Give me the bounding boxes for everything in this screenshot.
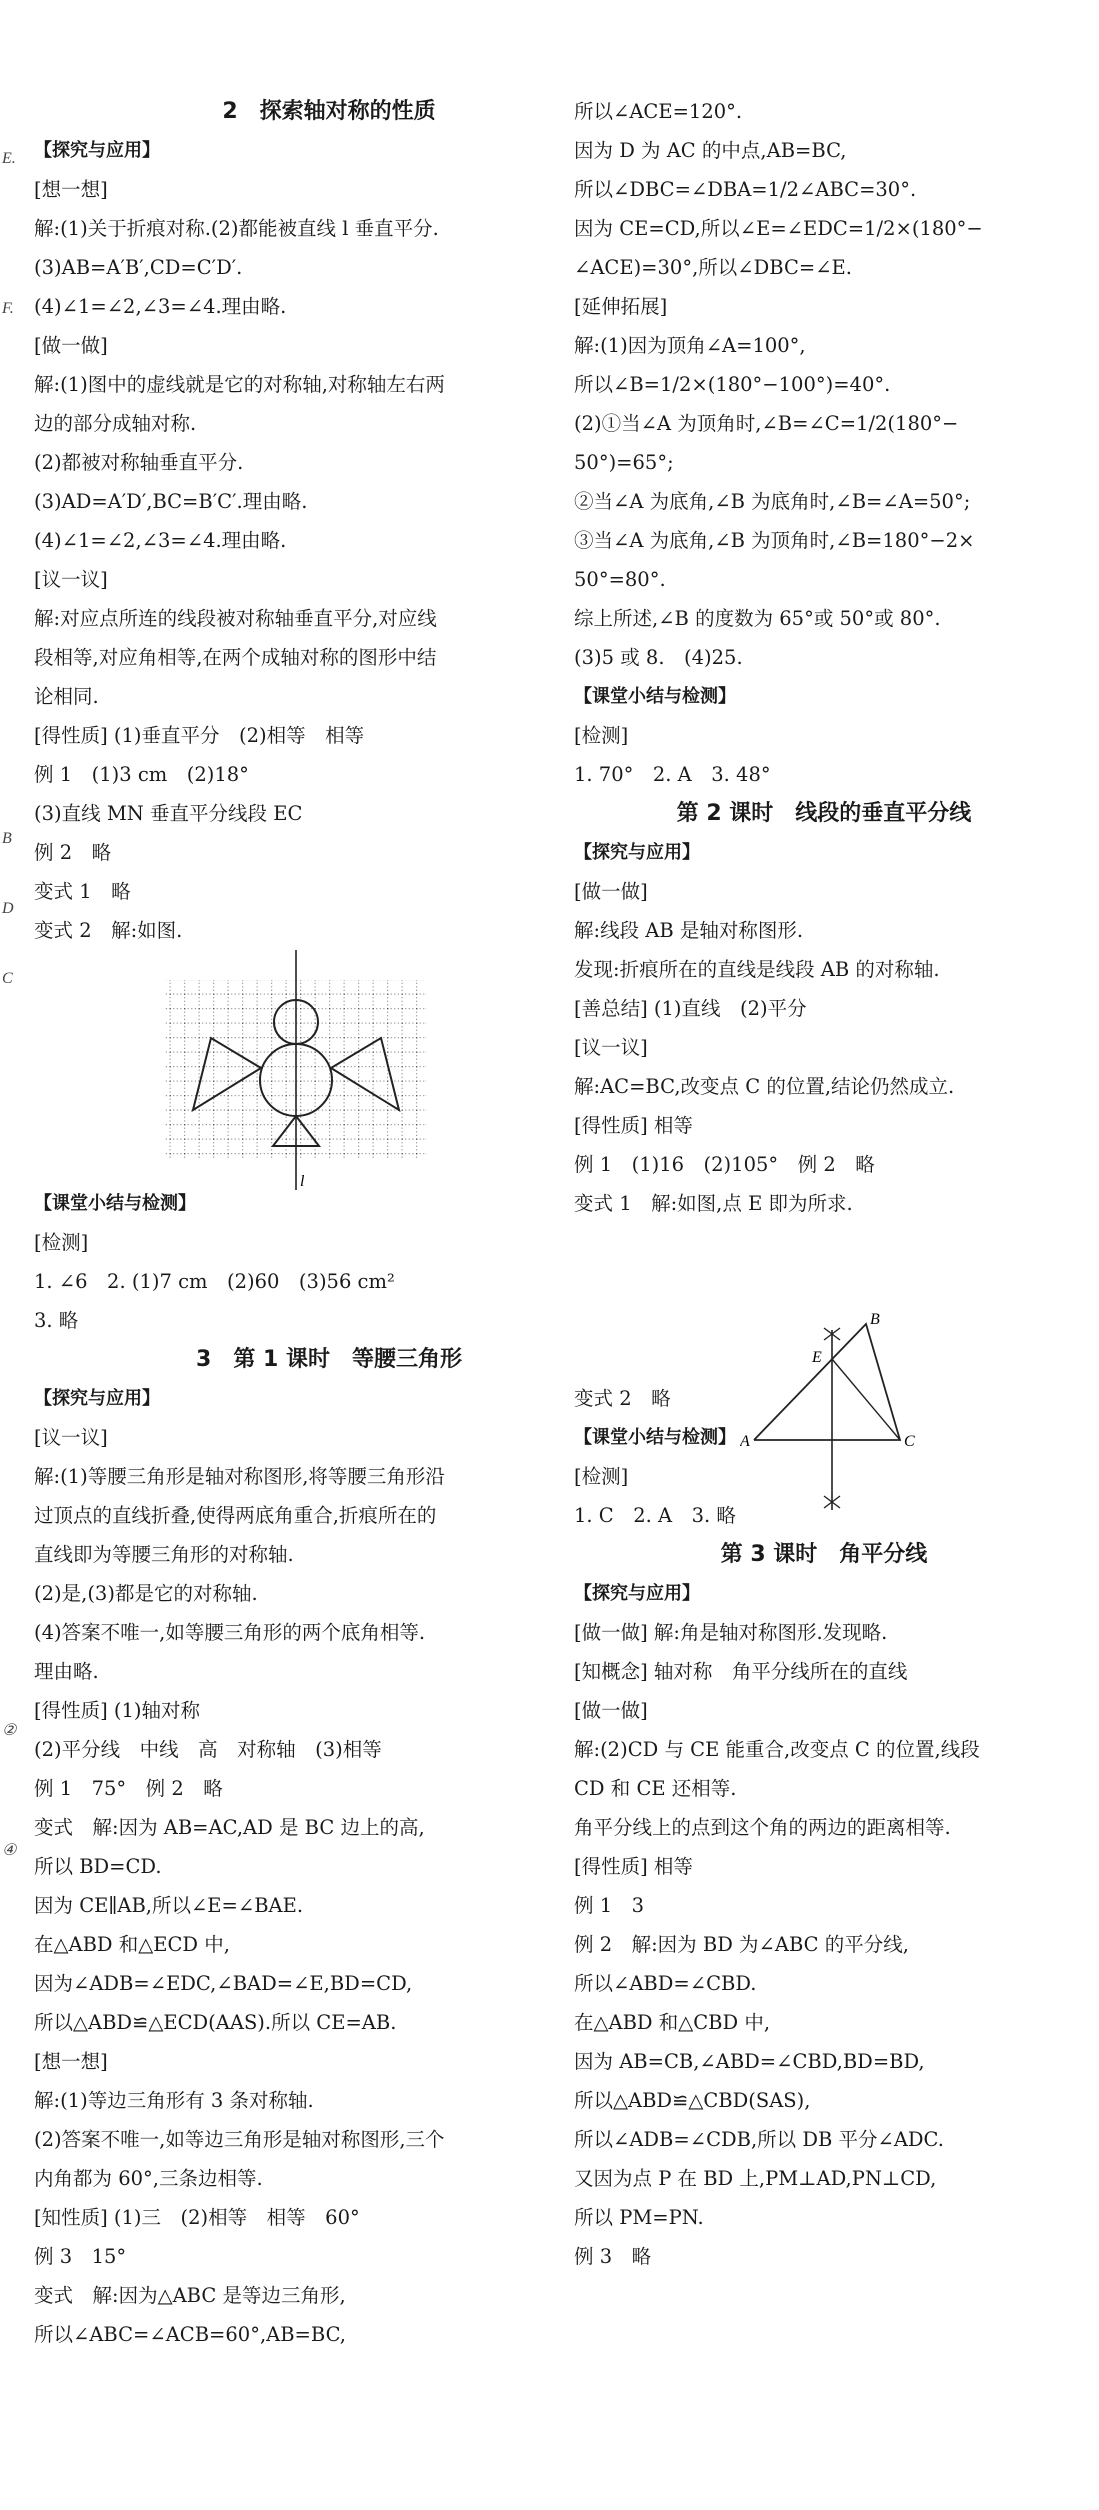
right_column-line: CD 和 CE 还相等. (574, 1777, 737, 1800)
left_column-line: (2)都被对称轴垂直平分. (34, 451, 244, 474)
right_column-line: 综上所述,∠B 的度数为 65°或 50°或 80°. (574, 607, 941, 630)
left_column-line: 所以∠ABC=∠ACB=60°,AB=BC, (34, 2323, 347, 2346)
left_column-line: [得性质] (1)轴对称 (34, 1699, 201, 1722)
svg-text:A: A (740, 1433, 750, 1450)
left_column-line: (4)∠1=∠2,∠3=∠4.理由略. (34, 529, 287, 552)
right_column-line: 第 2 课时 线段的垂直平分线 (676, 801, 972, 826)
symmetry-figure (155, 950, 445, 1194)
left_column-line: (4)答案不唯一,如等腰三角形的两个底角相等. (34, 1621, 426, 1644)
right_column-line: 例 1 3 (574, 1894, 645, 1917)
left_column-line: 【课堂小结与检测】 (34, 1193, 196, 1214)
right_column-line: 在△ABD 和△CBD 中, (574, 2011, 771, 2034)
left_column-line: 例 2 略 (34, 841, 112, 864)
left_column-line: 所以 BD=CD. (34, 1855, 162, 1878)
right_column-line: 例 3 略 (574, 2245, 652, 2268)
left_column-line: (4)∠1=∠2,∠3=∠4.理由略. (34, 295, 287, 318)
triangle-abc (754, 1324, 900, 1440)
right_column-line: 因为 CE=CD,所以∠E=∠EDC=1/2×(180°− (574, 217, 983, 240)
svg-text:C: C (904, 1433, 915, 1450)
right_column-line: (2)①当∠A 为顶角时,∠B=∠C=1/2(180°− (574, 412, 959, 435)
right_column-line: 【探究与应用】 (574, 842, 700, 863)
right_column-line: [做一做] (574, 880, 648, 903)
left_column-line: 变式 解:因为△ABC 是等边三角形, (34, 2284, 346, 2307)
right_column-line: 1. 70° 2. A 3. 48° (574, 763, 771, 786)
left_column-line: 例 3 15° (34, 2245, 127, 2268)
margin-mark: F. (2, 300, 14, 317)
right_column-line: ③当∠A 为底角,∠B 为顶角时,∠B=180°−2× (574, 529, 975, 552)
right_column-line: 【课堂小结与检测】 (574, 1427, 736, 1448)
left-column (34, 92, 564, 2354)
right_column-line: 所以 PM=PN. (574, 2206, 704, 2229)
right_column-line: [知概念] 轴对称 角平分线所在的直线 (574, 1660, 908, 1683)
margin-mark: ② (2, 1722, 17, 1739)
right_column-line: 解:AC=BC,改变点 C 的位置,结论仍然成立. (574, 1075, 955, 1098)
right_column-line: 变式 1 解:如图,点 E 即为所求. (574, 1192, 853, 1215)
left_column-line: 【探究与应用】 (34, 1388, 160, 1409)
left_column-line: [议一议] (34, 1426, 108, 1449)
left_column-line: 变式 解:因为 AB=AC,AD 是 BC 边上的高, (34, 1816, 425, 1839)
left_column-line: (3)AD=A′D′,BC=B′C′.理由略. (34, 490, 308, 513)
axis-label: l (300, 1173, 305, 1190)
right_column-line: 解:(2)CD 与 CE 能重合,改变点 C 的位置,线段 (574, 1738, 980, 1761)
right_column-line: 因为 D 为 AC 的中点,AB=BC, (574, 139, 847, 162)
right-column (574, 92, 1074, 2276)
margin-mark: D (2, 900, 14, 917)
left_column-line: [知性质] (1)三 (2)相等 相等 60° (34, 2206, 360, 2229)
left_column-line: (3)AB=A′B′,CD=C′D′. (34, 256, 243, 279)
right_column-line: ∠ACE)=30°,所以∠DBC=∠E. (574, 256, 852, 279)
left_column-line: 变式 2 解:如图. (34, 919, 183, 942)
right_column-line: 解:线段 AB 是轴对称图形. (574, 919, 804, 942)
right_column-line: 50°=80°. (574, 568, 666, 591)
left_column-line: 解:(1)等腰三角形是轴对称图形,将等腰三角形沿 (34, 1465, 445, 1488)
left_column-line: 因为∠ADB=∠EDC,∠BAD=∠E,BD=CD, (34, 1972, 413, 1995)
svg-text:E: E (812, 1349, 822, 1366)
right_column-line: [善总结] (1)直线 (2)平分 (574, 997, 807, 1020)
right_column-line: 解:(1)因为顶角∠A=100°, (574, 334, 806, 357)
left_column-line: 过顶点的直线折叠,使得两底角重合,折痕所在的 (34, 1504, 437, 1527)
left_column-line: (2)平分线 中线 高 对称轴 (3)相等 (34, 1738, 382, 1761)
left_column-line: 解:对应点所连的线段被对称轴垂直平分,对应线 (34, 607, 437, 630)
left_column-line: 内角都为 60°,三条边相等. (34, 2167, 263, 2190)
right_column-line: 角平分线上的点到这个角的两边的距离相等. (574, 1816, 951, 1839)
margin-mark: C (2, 970, 13, 987)
left_column-line: 因为 CE∥AB,所以∠E=∠BAE. (34, 1894, 304, 1917)
right_column-line: 因为 AB=CB,∠ABD=∠CBD,BD=BD, (574, 2050, 925, 2073)
left_column-line: 解:(1)图中的虚线就是它的对称轴,对称轴左右两 (34, 373, 445, 396)
left_column-line: [想一想] (34, 2050, 108, 2073)
right_column-line: 所以△ABD≌△CBD(SAS), (574, 2089, 811, 2112)
left_column-line: 理由略. (34, 1660, 99, 1683)
left_column-line: 例 1 (1)3 cm (2)18° (34, 763, 249, 786)
right_column-line: [得性质] 相等 (574, 1114, 693, 1137)
left_column-line: (3)直线 MN 垂直平分线段 EC (34, 802, 303, 825)
right_column-line: [议一议] (574, 1036, 648, 1059)
margin-mark: B (2, 830, 12, 847)
left_column-line: 解:(1)关于折痕对称.(2)都能被直线 l 垂直平分. (34, 217, 439, 240)
left_column-line: 变式 1 略 (34, 880, 131, 903)
left_column-line: 直线即为等腰三角形的对称轴. (34, 1543, 294, 1566)
left_column-line: 论相同. (34, 685, 99, 708)
margin-mark: ④ (2, 1842, 17, 1859)
left_column-line: 【探究与应用】 (34, 140, 160, 161)
right_column-line: 【探究与应用】 (574, 1583, 700, 1604)
right_column-line: [检测] (574, 1465, 629, 1488)
bisector-figure (740, 1310, 930, 1534)
left_column-line: 3. 略 (34, 1309, 79, 1332)
left_column-line: [想一想] (34, 178, 108, 201)
svg-text:B: B (870, 1311, 880, 1328)
left_column-line: (2)是,(3)都是它的对称轴. (34, 1582, 258, 1605)
left_column-line: 段相等,对应角相等,在两个成轴对称的图形中结 (34, 646, 437, 669)
left_column-line: [议一议] (34, 568, 108, 591)
right_column-line: [检测] (574, 724, 629, 747)
right_column-line: 第 3 课时 角平分线 (720, 1542, 928, 1567)
left_column-line: 1. ∠6 2. (1)7 cm (2)60 (3)56 cm² (34, 1270, 395, 1293)
right_column-line: [得性质] 相等 (574, 1855, 693, 1878)
right_column-line: 变式 2 略 (574, 1387, 671, 1410)
right_column-line: [做一做] 解:角是轴对称图形.发现略. (574, 1621, 888, 1644)
right_column-line: 所以∠B=1/2×(180°−100°)=40°. (574, 373, 891, 396)
left_column-line: 3 第 1 课时 等腰三角形 (196, 1347, 462, 1372)
right_column-line: [延伸拓展] (574, 295, 668, 318)
left_column-line: 例 1 75° 例 2 略 (34, 1777, 223, 1800)
left_column-line: [得性质] (1)垂直平分 (2)相等 相等 (34, 724, 365, 747)
right_column-line: [做一做] (574, 1699, 648, 1722)
right_column-line: 所以∠DBC=∠DBA=1/2∠ABC=30°. (574, 178, 917, 201)
right_column-line: 所以∠ABD=∠CBD. (574, 1972, 757, 1995)
right_column-line: 1. C 2. A 3. 略 (574, 1504, 736, 1527)
left_column-line: 2 探索轴对称的性质 (222, 99, 436, 124)
right_column-line (574, 1223, 1074, 1262)
right_column-line: 例 2 解:因为 BD 为∠ABC 的平分线, (574, 1933, 909, 1956)
right_column-line: 所以∠ACE=120°. (574, 100, 743, 123)
left_column-line: [检测] (34, 1231, 89, 1254)
right_column-line (574, 1262, 1074, 1301)
right_column-line: 50°)=65°; (574, 451, 674, 474)
left_column-line: 解:(1)等边三角形有 3 条对称轴. (34, 2089, 314, 2112)
right_column-line: 发现:折痕所在的直线是线段 AB 的对称轴. (574, 958, 940, 981)
left_column-line: 在△ABD 和△ECD 中, (34, 1933, 230, 1956)
left_column-line: 所以△ABD≌△ECD(AAS).所以 CE=AB. (34, 2011, 397, 2034)
right_column-line: 又因为点 P 在 BD 上,PM⊥AD,PN⊥CD, (574, 2167, 937, 2190)
left_column-line: (2)答案不唯一,如等边三角形是轴对称图形,三个 (34, 2128, 445, 2151)
margin-mark: E. (2, 150, 16, 167)
right_column-line: 所以∠ADB=∠CDB,所以 DB 平分∠ADC. (574, 2128, 944, 2151)
segment-ec (832, 1359, 900, 1440)
right_column-line: 【课堂小结与检测】 (574, 686, 736, 707)
right_column-line: ②当∠A 为底角,∠B 为底角时,∠B=∠A=50°; (574, 490, 971, 513)
right_column-line: 例 1 (1)16 (2)105° 例 2 略 (574, 1153, 875, 1176)
left_column-line: 边的部分成轴对称. (34, 412, 197, 435)
left_column-line: [做一做] (34, 334, 108, 357)
right_column-line: (3)5 或 8. (4)25. (574, 646, 743, 669)
